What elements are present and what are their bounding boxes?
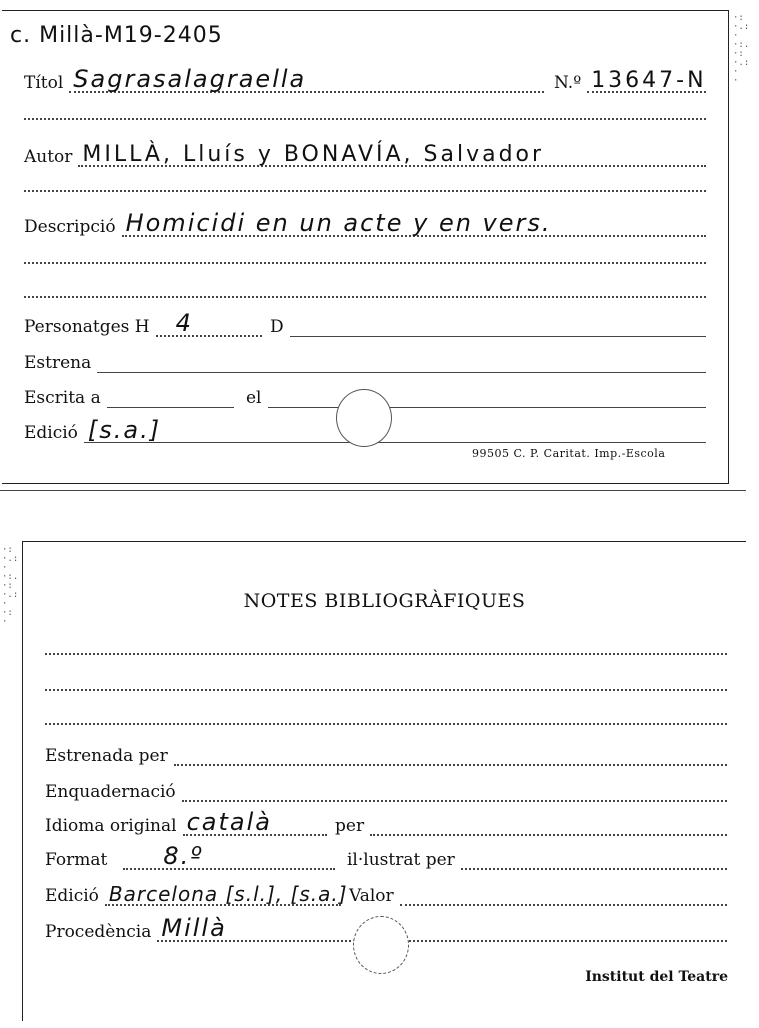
autor-row (24, 142, 706, 167)
scan-noise: ·:·.:··:.·:·.:··:· (2, 545, 19, 627)
personatges-h-value: 4 (175, 309, 193, 337)
enquadernacio-row (45, 782, 727, 802)
estrenada-field (174, 746, 727, 766)
institution-name: Institut del Teatre (585, 969, 728, 985)
estrenada-label: Estrenada per (45, 746, 168, 766)
enquadernacio-field (182, 782, 727, 802)
personatges-d-row (270, 317, 706, 337)
autor-label: Autor (24, 147, 73, 167)
personatges-label: Personatges H (24, 317, 150, 337)
estrena-row (24, 353, 706, 373)
personatges-h-field (156, 309, 262, 337)
edicio-back-row (45, 882, 348, 906)
format-row (45, 842, 335, 870)
titol-field (69, 65, 544, 93)
descripcio-extra-line-2 (24, 295, 706, 298)
procedencia-label: Procedència (45, 922, 152, 942)
num-value: 13647-N (591, 68, 707, 93)
edicio-back-value: Barcelona [s.l.], [s.a.] (108, 882, 348, 906)
back-heading: NOTES BIBLIOGRÀFIQUES (243, 590, 526, 612)
descripcio-extra-line-1 (24, 261, 706, 264)
estrena-field (97, 354, 706, 373)
notes-line-3 (45, 722, 727, 725)
titol-row (24, 65, 544, 93)
idioma-per-row (335, 816, 727, 836)
personatges-d-field (290, 318, 706, 337)
num-label: N.º (554, 73, 582, 93)
punch-hole (353, 916, 409, 974)
enquadernacio-label: Enquadernació (45, 782, 176, 802)
valor-label: Valor (349, 886, 394, 906)
idioma-value: català (186, 808, 272, 836)
edicio-value: [s.a.] (87, 416, 162, 444)
procedencia-value: Millà (161, 914, 227, 942)
descripcio-row (24, 209, 706, 237)
titol-value: Sagrasalagraella (73, 65, 307, 93)
notes-line-1 (45, 652, 727, 655)
el-row (246, 388, 706, 408)
escrita-field (107, 389, 234, 408)
idioma-per-label: per (335, 816, 365, 836)
num-row (554, 68, 707, 93)
printer-imprint: 99505 C. P. Caritat. Imp.-Escola (472, 447, 666, 460)
card-reference: c. Millà-M19-2405 (10, 23, 223, 48)
titol-extra-line (24, 117, 706, 120)
notes-line-2 (45, 688, 727, 691)
descripcio-value: Homicidi en un acte y en vers. (125, 209, 552, 237)
valor-row (349, 886, 727, 906)
titol-label: Títol (24, 73, 64, 93)
edicio-back-field (105, 882, 348, 906)
descripcio-label: Descripció (24, 217, 116, 237)
illustrat-field (461, 850, 727, 870)
idioma-label: Idioma original (45, 816, 177, 836)
descripcio-field (122, 209, 706, 237)
autor-value: MILLÀ, Lluís y BONAVÍA, Salvador (82, 142, 545, 167)
edicio-field (84, 416, 706, 444)
catalog-card-back (22, 541, 746, 1021)
el-label: el (246, 388, 262, 408)
idioma-field (183, 808, 327, 836)
format-field (123, 842, 335, 870)
idioma-row (45, 808, 327, 836)
scan-noise: ·:·.:··:.·:·.:·· (733, 13, 750, 86)
escrita-label: Escrita a (24, 388, 101, 408)
escrita-row (24, 388, 234, 408)
num-field (587, 68, 707, 93)
idioma-per-field (370, 816, 727, 836)
format-value: 8.º (163, 842, 204, 870)
autor-field (78, 142, 706, 167)
punch-hole (336, 389, 392, 447)
valor-field (400, 886, 727, 906)
edicio-label: Edició (24, 423, 78, 443)
estrena-label: Estrena (24, 353, 92, 373)
card-front-edge (0, 490, 746, 491)
procedencia-field (157, 914, 727, 942)
catalog-card-front (2, 10, 729, 484)
personatges-d-label: D (270, 317, 284, 337)
estrenada-row (45, 746, 727, 766)
personatges-h-row (24, 309, 262, 337)
illustrat-row (347, 850, 727, 870)
format-label: Format (45, 850, 108, 870)
illustrat-label: il·lustrat per (347, 850, 455, 870)
el-field (268, 389, 707, 408)
autor-extra-line (24, 189, 706, 192)
edicio-back-label: Edició (45, 886, 99, 906)
